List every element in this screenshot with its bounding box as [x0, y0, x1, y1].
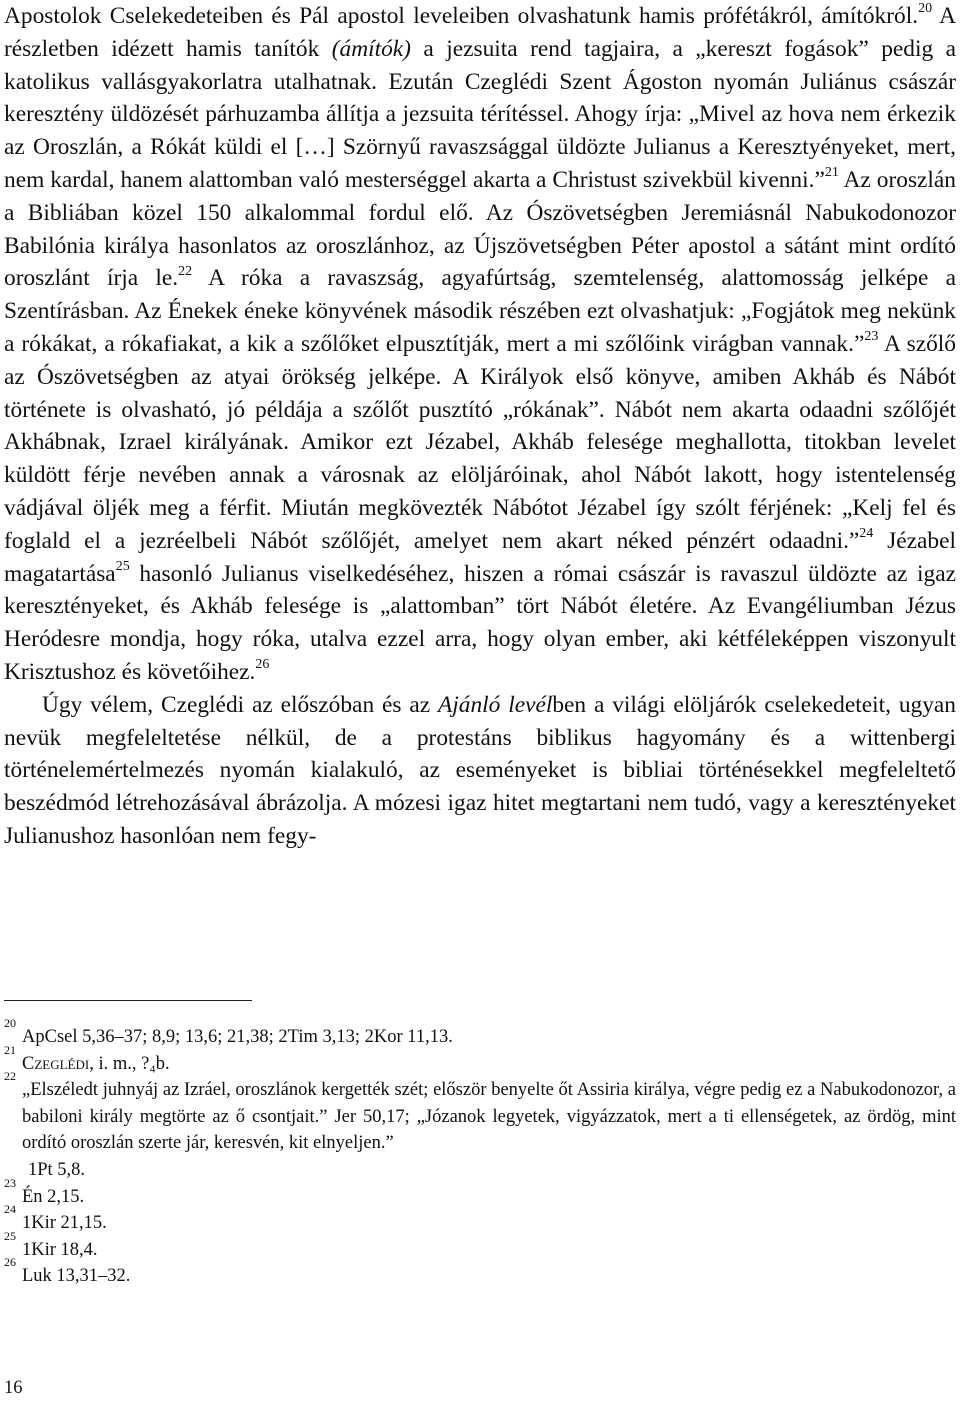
paragraph-1 [4, 0, 956, 689]
footnote-21: 21 Czeglédi, i. m., ?₄b. [4, 1042, 170, 1074]
footnote-23: 23 Én 2,15. [4, 1175, 85, 1207]
footnote-ref-26[interactable]: 26 [255, 657, 270, 673]
footnote-text: ApCsel 5,36–37; 8,9; 13,6; 21,38; 2Tim 3,13; 2Kor 11,13. [22, 1027, 453, 1047]
text-span: ben a világi elöljárók cselekedeteit, ugyan nevük megfeleltetése nélkül, de a protestáns biblikus hagyomány és a wittenbergi történelemértelmezés nyomán kialakuló, az eseményeket is bibliai történésekkel megfeleltető beszédmód létrehozásával ábrázolja. A mózesi igaz hitet megtartani nem tudó, vagy a keresztényeket Julianushoz hasonlóan nem fegy- [4, 691, 956, 849]
main-text [4, 0, 956, 853]
footnote-continuation: 1Pt 5,8. [28, 1159, 86, 1180]
footnote-ref-20[interactable]: 20 [918, 1, 933, 17]
italic-text: Ajánló levél [437, 691, 553, 718]
footnote-20: 20 ApCsel 5,36–37; 8,9; 13,6; 21,38; 2Tim 3,13; 2Kor 11,13. [4, 1016, 453, 1047]
text-span: a jezsuita rend tagjaira, a „kereszt fogások” pedig a katolikus vallásgyakorlatra utalhatnak. Ezután Czeglédi Szent Ágoston nyomán Juliánus császár keresztény üldözését párhuzamba állítja a jezsuita térítéssel. Ahogy írja: „Mivel az hova nem érkezik az Oroszlán, a Rókát küldi el […] Szörnyű ravaszsággal üldözte Julianus a Keresztyényeket, mert, nem kardal, hanem alattomban való mesterséggel akarta a Christust szivekbül kivenni.” [4, 35, 956, 193]
footnote-26: 26 Luk 13,31–32. [4, 1255, 131, 1287]
footnote-text: , i. m., ?₄b. [89, 1053, 170, 1074]
page-number: 16 [4, 1378, 23, 1398]
text-span: Az oroszlán a Bibliában közel 150 alkalommal fordul elő. Az Ószövetségben Jeremiásnál Nabukodonozor Babilónia királya hasonlatos az oroszlánhoz, az Újszövetségben Péter apostol a sátánt mint ordító oroszlánt írja le. [4, 166, 957, 292]
footnote-25: 25 1Kir 18,4. [4, 1228, 98, 1260]
italic-text: (ámítók) [331, 35, 411, 62]
footnote-separator [4, 1000, 252, 1001]
footnote-text: 1Kir 18,4. [22, 1239, 98, 1260]
footnote-24: 24 1Kir 21,15. [4, 1202, 107, 1234]
footnote-text: Luk 13,31–32. [22, 1266, 131, 1287]
author-name: Czeglédi [22, 1053, 90, 1074]
footnotes [4, 1016, 956, 1290]
text-span: Apostolok Cselekedeteiben és Pál apostol leveleiben olvashatunk hamis prófétákról, ámítókról. [4, 3, 919, 29]
footnote-ref-21[interactable]: 21 [824, 165, 839, 181]
footnote-ref-25[interactable]: 25 [115, 558, 130, 574]
footnote-22: 22 „Elszéledt juhnyáj az Izráel, oroszlánok kergették szét; először benyelte őt Assiria királya, végre pedig ez a Nabukodonozor, a babiloni király megtörte az ő csontjait.” Jer 50,17; „Józanok legyetek, vigyázzatok, mert a ti ellenségetek, az ördög, mint ordító oroszlán szerte jár, keresvén, kit elnyeljen.” 1Pt 5,8. [4, 1077, 956, 1183]
footnote-text: 1Kir 21,15. [22, 1213, 107, 1234]
text-span: A róka a ravaszság, agyafúrtság, szemtelenség, alattomosság jelképe a Szentírásban. Az Énekek éneke könyvének második részében ezt olvashatjuk: „Fogjátok meg nekünk a rókákat, a rókafiakat, a kik a szőlőket elpusztítják, mert a mi szőlőink virágban vannak.” [4, 265, 956, 357]
text-span: A részletben idézett hamis tanítók [4, 3, 956, 62]
footnote-ref-23[interactable]: 23 [864, 329, 879, 345]
footnote-text: „Elszéledt juhnyáj az Izráel, oroszlánok kergették szét; először benyelte őt Assiria királya, végre pedig ez a Nabukodonozor, a babiloni király megtörte az ő csontjait.” Jer 50,17; „Józanok legyetek, vigyázzatok, mert a ti ellenségetek, az ördög, mint ordító oroszlán szerte jár, keresvén, kit elnyeljen.” [22, 1080, 956, 1154]
footnote-ref-22[interactable]: 22 [178, 263, 193, 279]
text-span: hasonló Julianus viselkedéséhez, hiszen a római császár is ravaszul üldözte az igaz keresztényeket, és Akháb felesége is „alattomban” tört Nábót életére. Az Evangéliumban Jézus Heródesre mondja, hogy róka, utalva ezzel arra, hogy olyan ember, aki kétféleképpen viszonyult Krisztushoz és követőihez. [4, 560, 956, 685]
text-span: Úgy vélem, Czeglédi az előszóban és az [42, 691, 438, 718]
footnote-text: Én 2,15. [22, 1186, 85, 1207]
paragraph-2 [4, 689, 956, 853]
text-span: A szőlő az Ószövetségben az atyai örökség jelképe. A Királyok első könyve, amiben Akháb és Nábót története is olvasható, jó példája a szőlőt pusztító „rókának”. Nábót nem akarta odaadni szőlőjét Akhábnak, Izrael királyának. Amikor ezt Jézabel, Akháb felesége meghallotta, titokban levelet küldött férje nevében annak a városnak az elöljáróinak, ahol Nábót lakott, hogy istentelenség vádjával öljék meg a férfit. Miután megkövezték Nábótot Jézabel így szólt férjének: „Kelj fel és foglald el a jezréelbeli Nábót szőlőjét, amelyet nem akart néked pénzért odaadni.” [4, 330, 956, 554]
text-span: Jézabel magatartása [4, 527, 956, 587]
footnote-ref-24[interactable]: 24 [859, 525, 874, 541]
